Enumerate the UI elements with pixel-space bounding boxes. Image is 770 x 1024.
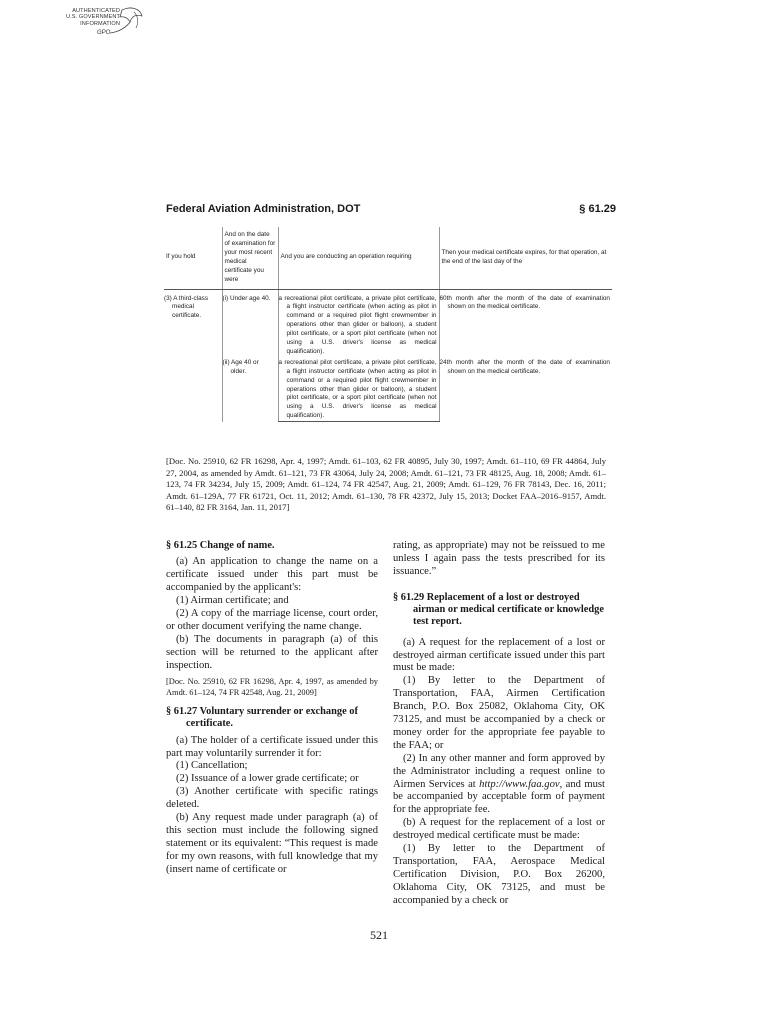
paragraph: (1) Cancellation; — [176, 760, 248, 772]
paragraph: (b) A request for the replacement of a lost or destroyed medical certificate must be made: — [393, 817, 605, 842]
table-cell: (ii) Age 40 or older. — [222, 357, 278, 422]
agency-title: Federal Aviation Administration, DOT — [166, 203, 361, 215]
table-header-row — [164, 227, 612, 289]
table-row — [164, 357, 612, 422]
paragraph: (b) The documents in paragraph (a) of this section will be returned to the applicant after inspection. — [166, 633, 378, 671]
paragraph: (a) The holder of a certificate issued under this part may voluntarily surrender it for: — [166, 734, 378, 759]
paragraph: (2) A copy of the marriage license, court order, or other document verifying the name change. — [166, 607, 378, 632]
section-heading: § 61.29 Replacement of a lost or destroyed airman or medical certificate or knowledge test report. — [393, 591, 604, 628]
medical-certificate-table — [164, 227, 612, 422]
gpo-authentication-seal — [60, 8, 120, 27]
column-header: If you hold — [164, 227, 222, 289]
paragraph: (1) Airman certificate; and — [176, 595, 289, 607]
right-column — [393, 540, 605, 908]
section-number: § 61.29 — [579, 203, 616, 215]
paragraph: (2) Issuance of a lower grade certificate; or — [176, 773, 359, 785]
table-row — [164, 289, 612, 357]
paragraph: (3) Another certificate with specific ratings deleted. — [166, 786, 378, 811]
paragraph: rating, as appropriate) may not be reissued to me unless I again pass the tests prescribed for its issuance.” — [393, 540, 605, 577]
seal-line: U.S. GOVERNMENT — [65, 14, 120, 21]
paragraph: (a) A request for the replacement of a lost or destroyed airman certificate issued under this part must be made: — [393, 636, 605, 674]
paragraph: (1) By letter to the Department of Transportation, FAA, Airmen Certification Branch, P.O. Box 25082, Oklahoma City, OK 73125, and must be accompanied by a check or money order for the appropriate fee payable to the FAA; or — [393, 675, 605, 751]
table-cell: a recreational pilot certificate, a private pilot certificate, a flight instructor certificate (when acting as pilot in command or a required pilot flight crewmember in operations other than glider or balloon), a student pilot certificate, or a sport pilot certificate (when not using a U.S. driver's license as medical qualification). — [278, 289, 439, 357]
column-header: And you are conducting an operation requiring — [278, 227, 439, 289]
paragraph: (1) By letter to the Department of Transportation, FAA, Aerospace Medical Certification Division, P.O. Box 26200, Oklahoma City, OK 73125, and must be accompanied by a check or — [393, 843, 605, 906]
table-cell: (i) Under age 40. — [222, 289, 278, 357]
column-header: Then your medical certificate expires, for that operation, at the end of the last day of the — [439, 227, 612, 289]
paragraph: (b) Any request made under paragraph (a) of this section must include the following signed statement or its equivalent: “This request is made for my own reasons, with full knowledge that my (insert name of certificate or — [166, 812, 378, 875]
text-run: (2) In any other manner and form approved by the Administrator including a request online to Airmen Services at — [393, 752, 605, 790]
paragraph: (a) An application to change the name on a certificate issued under this part must be accompanied by the applicant's: — [166, 556, 378, 594]
left-column — [166, 540, 378, 877]
page-number: 521 — [370, 928, 388, 942]
seal-line: AUTHENTICATED — [72, 8, 120, 14]
table-cell: a recreational pilot certificate, a private pilot certificate, a flight instructor certificate (when acting as pilot in command or a required pilot flight crewmember in operations other than glider or balloon), a student pilot certificate, or a sport pilot certificate (when not using a U.S. driver's license as medical qualification). — [278, 357, 439, 422]
text-run: , and must be accompanied by acceptable form of payment for the appropriate fee. — [393, 778, 605, 816]
table-cell: (3) A third-class medical certificate. — [164, 294, 209, 320]
citation: [Doc. No. 25910, 62 FR 16298, Apr. 4, 1997, as amended by Amdt. 61–124, 74 FR 42548, Aug. 21, 2009] — [166, 677, 378, 698]
table-cell — [164, 357, 222, 422]
table-cell: 60th month after the month of the date of examination shown on the medical certificate. — [439, 294, 610, 311]
table-cell: 24th month after the month of the date of examination shown on the medical certificate. — [439, 358, 610, 375]
faa-link[interactable]: http://www.faa.gov — [479, 778, 560, 790]
amendment-note: [Doc. No. 25910, 62 FR 16298, Apr. 4, 1997; Amdt. 61–103, 62 FR 40895, July 30, 1997; Amdt. 61–110, 69 FR 44864, July 27, 2004, as amended by Amdt. 61–121, 73 FR 43064, July 24, 2008; Amdt. 61–121, 73 FR 48125, Aug. 18, 2008; Amdt. 61–123, 74 FR 34234, July 15, 2009; Amdt. 61–124, 74 FR 42547, Aug. 21, 2009; Amdt. 61–129, 76 FR 78143, Dec. 16, 2011; Amdt. 61–129A, 77 FR 61721, Oct. 11, 2012; Amdt. 61–130, 78 FR 42372, July 15, 2013; Docket FAA–2016–9157, Amdt. 61–140, 82 FR 3164, Jan. 11, 2017] — [166, 456, 606, 513]
section-heading: § 61.27 Voluntary surrender or exchange of certificate. — [166, 706, 358, 730]
seal-gpo-label: GPO — [97, 30, 111, 36]
paragraph — [393, 753, 605, 818]
column-header: And on the date of examination for your most recent medical certificate you were — [222, 227, 278, 289]
section-heading: § 61.25 Change of name. — [166, 540, 275, 551]
seal-line: INFORMATION — [80, 20, 120, 27]
